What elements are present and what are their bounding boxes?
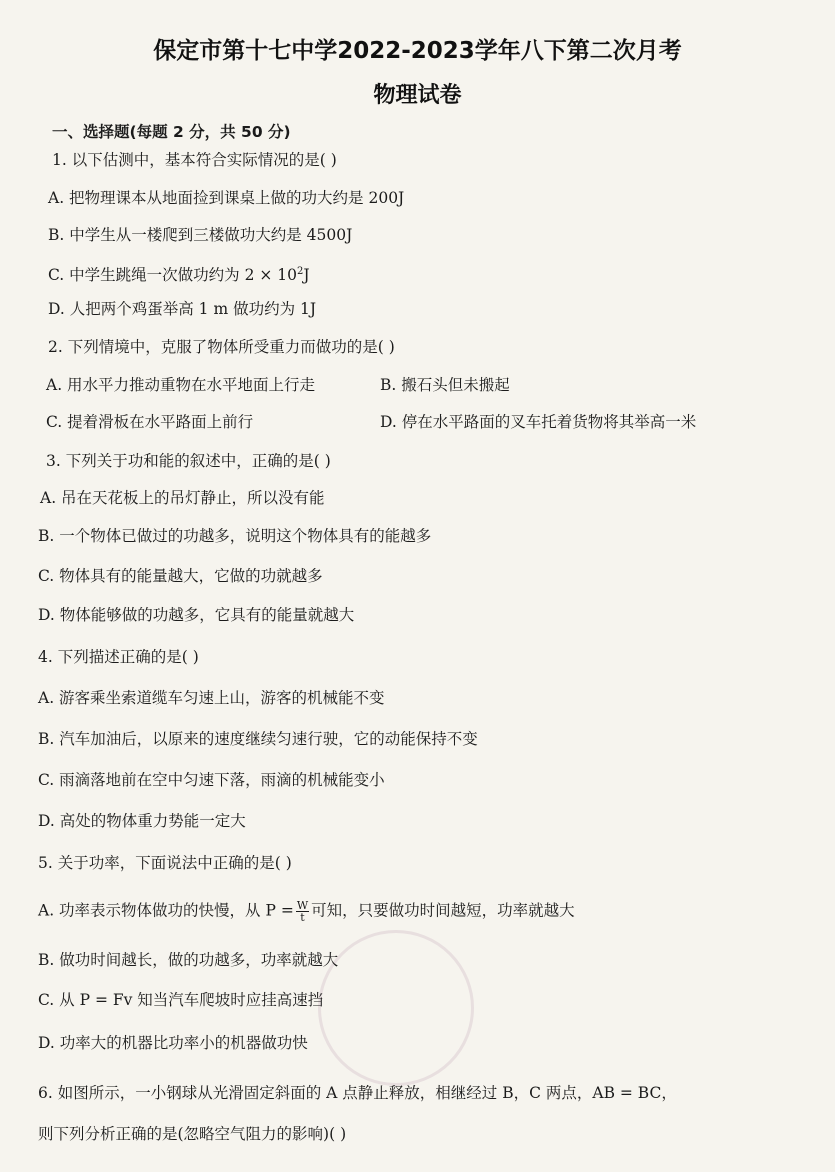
section-heading: 一、选择题(每题 2 分，共 50 分) <box>52 123 291 141</box>
question-4-option-d: D. 高处的物体重力势能一定大 <box>38 812 246 830</box>
question-3-option-a: A. 吊在天花板上的吊灯静止，所以没有能 <box>40 489 325 507</box>
question-2-option-d: D. 停在水平路面的叉车托着货物将其举高一米 <box>380 413 697 431</box>
fraction-denominator: t <box>300 911 305 924</box>
faded-stamp <box>318 930 474 1086</box>
question-5-option-a-conclusion: 可知，只要做功时间越短，功率就越大 <box>311 901 575 920</box>
question-2-option-a: A. 用水平力推动重物在水平地面上行走 <box>46 376 316 394</box>
question-2-stem: 2. 下列情境中，克服了物体所受重力而做功的是( ) <box>48 338 395 356</box>
question-4-option-b: B. 汽车加油后，以原来的速度继续匀速行驶，它的动能保持不变 <box>38 730 478 748</box>
question-5-option-b: B. 做功时间越长，做的功越多，功率就越大 <box>38 951 339 969</box>
question-5-option-d: D. 功率大的机器比功率小的机器做功快 <box>38 1034 308 1052</box>
question-5-option-a <box>38 900 575 923</box>
question-5-stem: 5. 关于功率，下面说法中正确的是( ) <box>38 854 292 872</box>
question-1-option-c-exponent: 2 <box>297 266 304 277</box>
power-formula-fraction <box>296 900 309 923</box>
fraction-numerator: W <box>296 899 309 912</box>
exam-title: 保定市第十七中学2022-2023学年八下第二次月考 <box>153 38 682 64</box>
question-3-option-d: D. 物体能够做的功越多，它具有的能量就越大 <box>38 606 355 624</box>
question-6-stem-line-1: 6. 如图所示，一小钢球从光滑固定斜面的 A 点静止释放，相继经过 B，C 两点，AB = BC， <box>38 1084 677 1102</box>
question-1-option-d: D. 人把两个鸡蛋举高 1 m 做功约为 1J <box>48 300 317 318</box>
question-1-stem: 1. 以下估测中，基本符合实际情况的是( ) <box>52 151 337 169</box>
question-4-stem: 4. 下列描述正确的是( ) <box>38 648 199 666</box>
question-2-option-c: C. 提着滑板在水平路面上前行 <box>46 413 254 431</box>
question-3-option-b: B. 一个物体已做过的功越多，说明这个物体具有的能越多 <box>38 527 432 545</box>
question-1-option-b: B. 中学生从一楼爬到三楼做功大约是 4500J <box>48 226 353 244</box>
question-3-option-c: C. 物体具有的能量越大，它做的功就越多 <box>38 567 323 585</box>
question-4-option-a: A. 游客乘坐索道缆车匀速上山，游客的机械能不变 <box>38 689 385 707</box>
question-1-option-c <box>48 262 310 285</box>
question-3-stem: 3. 下列关于功和能的叙述中，正确的是( ) <box>46 452 331 470</box>
question-4-option-c: C. 雨滴落地前在空中匀速下落，雨滴的机械能变小 <box>38 771 385 789</box>
question-5-option-c: C. 从 P = Fv 知当汽车爬坡时应挂高速挡 <box>38 991 324 1009</box>
question-1-option-c-text: C. 中学生跳绳一次做功约为 2 × 10 <box>48 266 298 285</box>
exam-subtitle: 物理试卷 <box>373 83 462 108</box>
question-6-stem-line-2: 则下列分析正确的是(忽略空气阻力的影响)( ) <box>38 1125 347 1143</box>
question-5-option-a-text: A. 功率表示物体做功的快慢，从 P = <box>38 901 294 920</box>
question-1-option-a: A. 把物理课本从地面捡到课桌上做的功大约是 200J <box>48 189 405 207</box>
question-2-option-b: B. 搬石头但未搬起 <box>380 376 510 394</box>
question-1-option-c-unit: J <box>303 266 310 285</box>
